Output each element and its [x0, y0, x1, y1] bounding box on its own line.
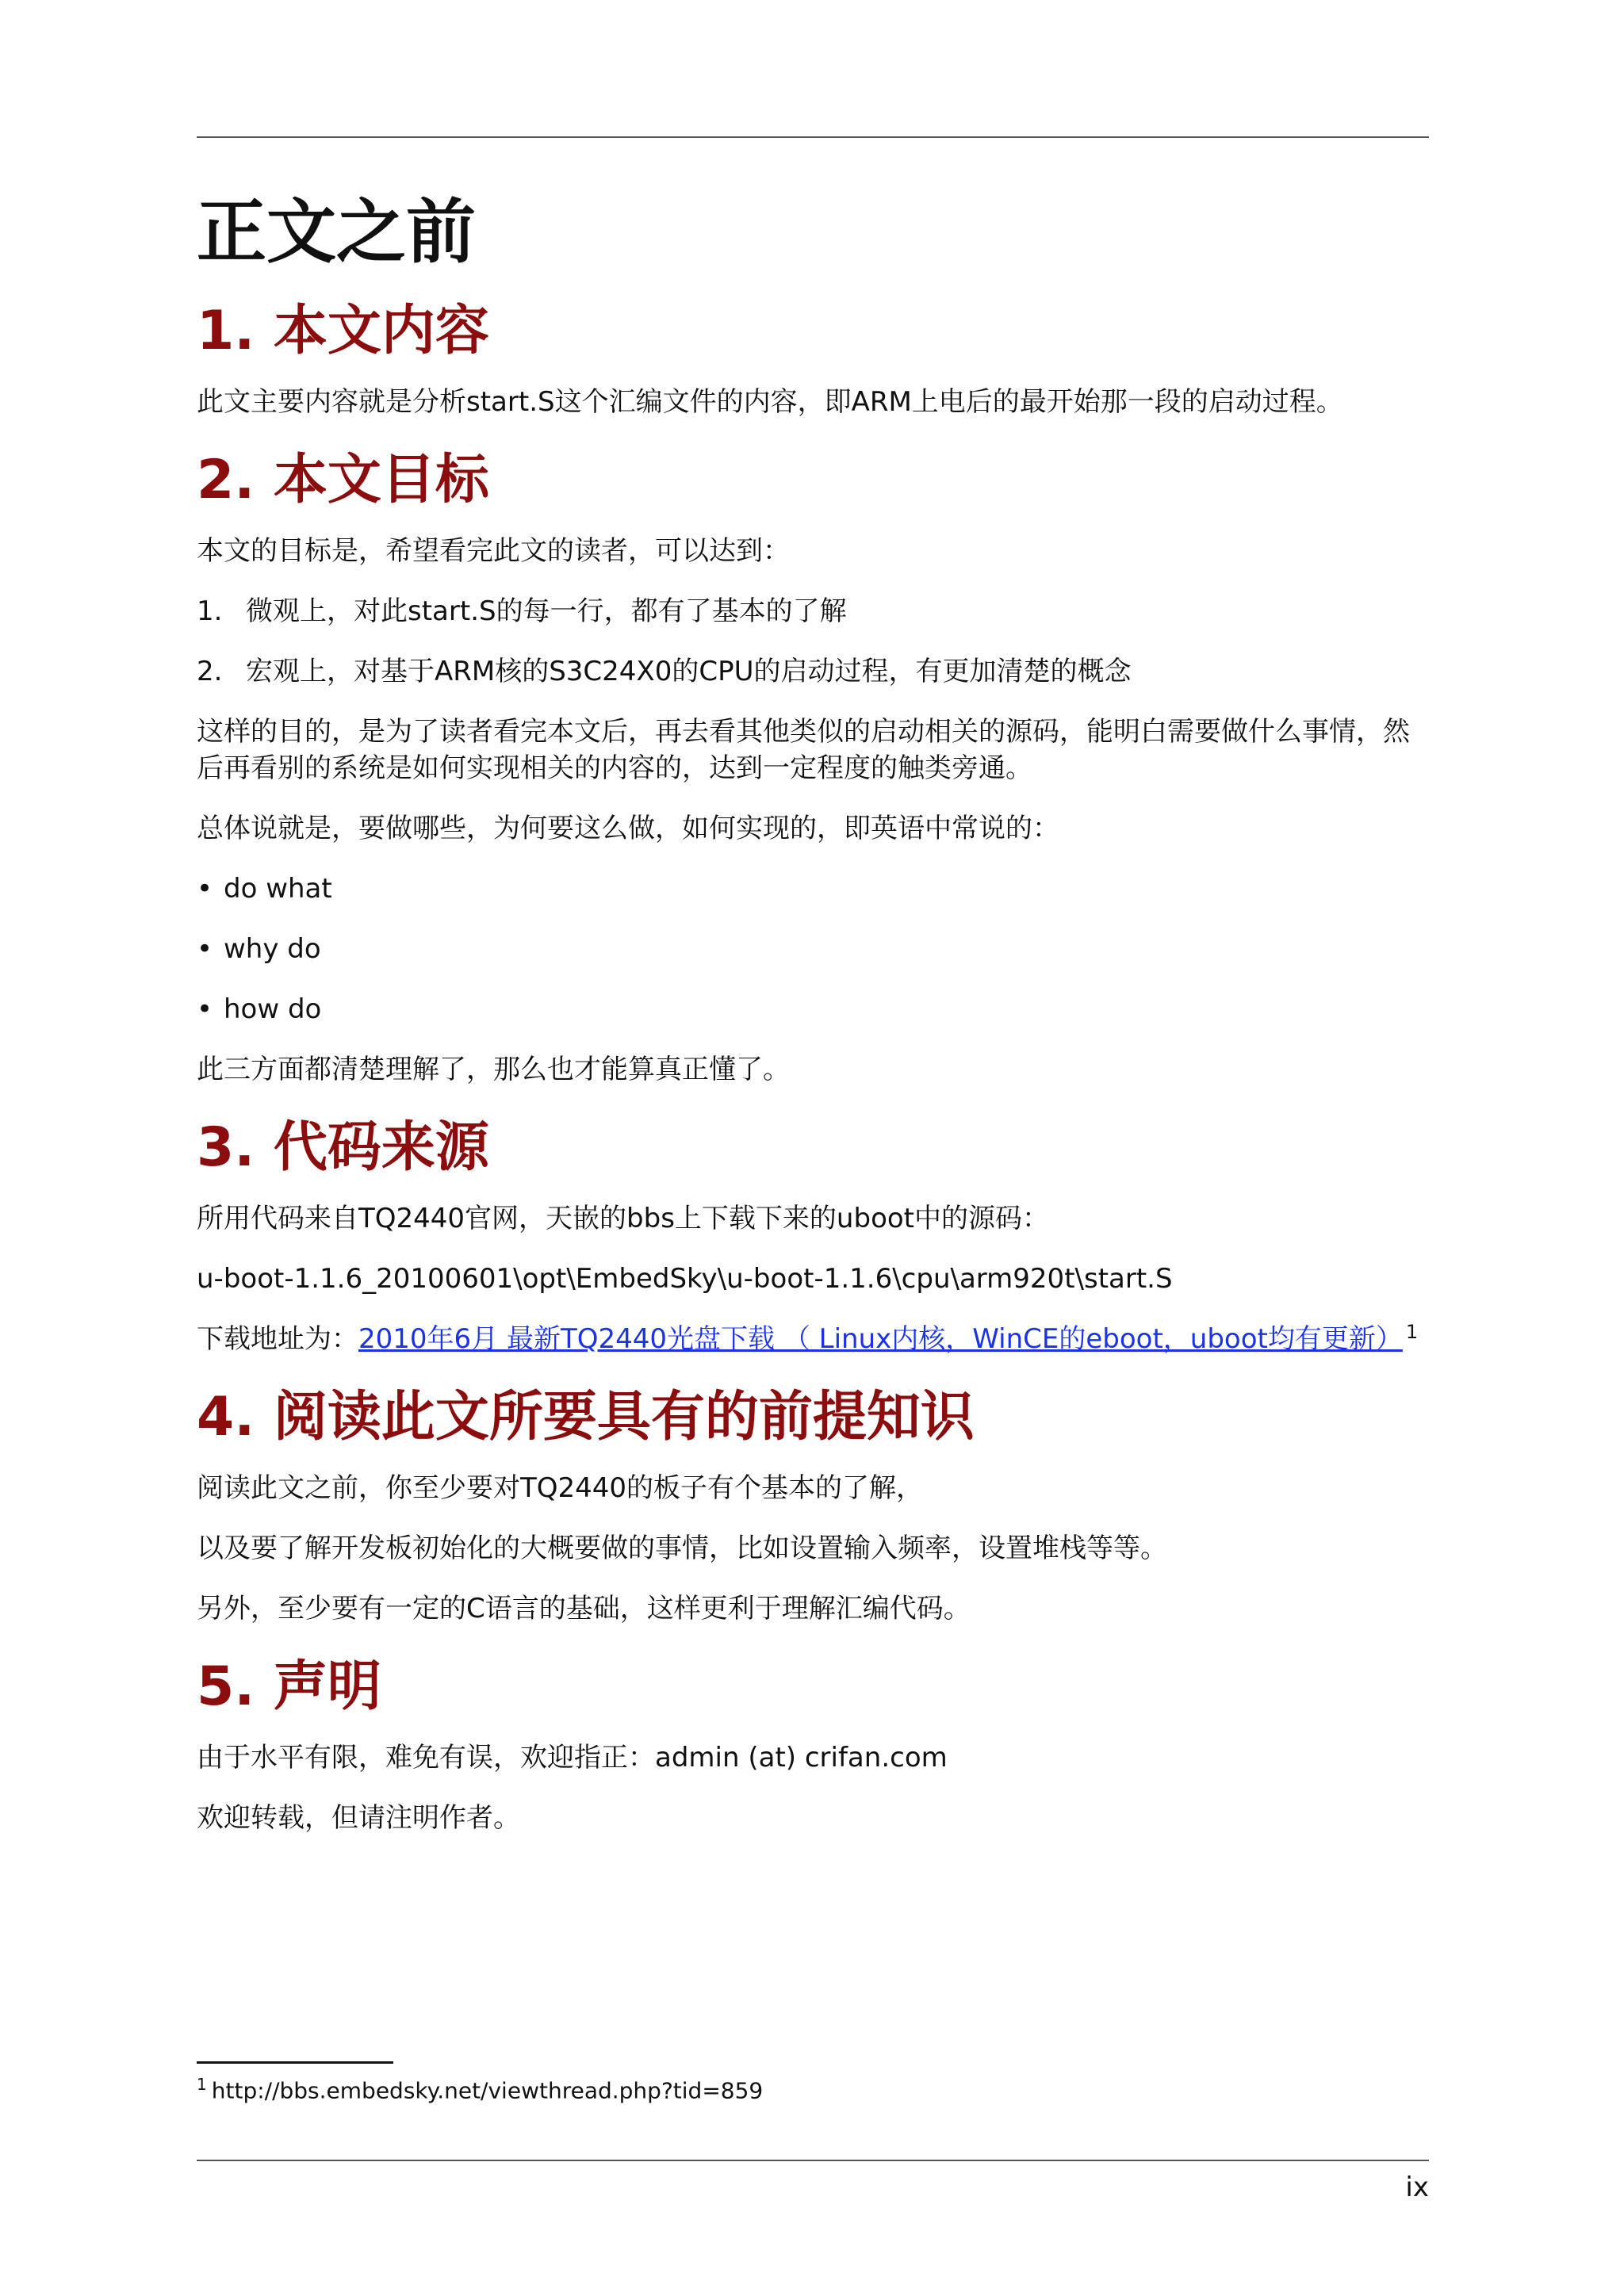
footnote-reference[interactable]: 1	[1405, 1320, 1419, 1343]
section-5-paragraph: 由于水平有限，难免有误，欢迎指正：admin (at) crifan.com	[197, 1742, 948, 1774]
list-item-text: how do	[224, 993, 322, 1025]
source-path: u-boot-1.1.6_20100601\opt\EmbedSky\u-boot-1.1.6\cpu\arm920t\start.S	[197, 1263, 1173, 1295]
list-item	[197, 931, 1429, 967]
section-2-intro: 本文的目标是，希望看完此文的读者，可以达到：	[197, 535, 790, 567]
chapter-title: 正文之前	[197, 191, 477, 273]
list-item	[197, 593, 1429, 629]
download-link[interactable]: 2010年6月 最新TQ2440光盘下载 （ Linux内核，WinCE的eboot，uboot均有更新）	[358, 1323, 1403, 1355]
section-4-paragraph: 阅读此文之前，你至少要对TQ2440的板子有个基本的了解，	[197, 1472, 924, 1504]
bullet-list	[197, 871, 1429, 1027]
bullet-icon: •	[197, 993, 213, 1025]
footnote-url: http://bbs.embedsky.net/viewthread.php?tid=859	[211, 2077, 764, 2104]
section-heading-1: 1. 本文内容	[197, 300, 489, 362]
section-heading-5: 5. 声明	[197, 1655, 381, 1718]
list-item-number: 1.	[197, 595, 223, 627]
page-content	[197, 189, 1429, 1860]
bullet-icon: •	[197, 873, 213, 905]
footnote-1	[197, 2068, 1429, 2107]
section-2-paragraph-1: 这样的目的，是为了读者看完本文后，再去看其他类似的启动相关的源码，能明白需要做什么事情，然后再看别的系统是如何实现相关的内容的，达到一定程度的触类旁通。	[197, 716, 1410, 784]
section-4-paragraph: 以及要了解开发板初始化的大概要做的事情，比如设置输入频率，设置堆栈等等。	[197, 1533, 1167, 1564]
list-item	[197, 653, 1429, 690]
section-4-paragraph: 另外，至少要有一定的C语言的基础，这样更利于理解汇编代码。	[197, 1593, 971, 1624]
list-item-text: why do	[224, 933, 321, 965]
list-item-text: 微观上，对此start.S的每一行，都有了基本的了解	[246, 595, 847, 627]
download-label: 下载地址为：	[197, 1323, 358, 1355]
footer-rule	[197, 2160, 1429, 2161]
section-1-paragraph: 此文主要内容就是分析start.S这个汇编文件的内容，即ARM上电后的最开始那一段的启动过程。	[197, 386, 1343, 418]
section-2-closing: 此三方面都清楚理解了，那么也才能算真正懂了。	[197, 1054, 790, 1085]
section-heading-2: 2. 本文目标	[197, 449, 489, 511]
goals-ordered-list	[197, 593, 1429, 690]
download-line	[197, 1321, 1429, 1357]
header-rule	[197, 136, 1429, 138]
footnote-rule	[197, 2061, 393, 2064]
list-item-text: do what	[224, 873, 332, 905]
list-item-text: 宏观上，对基于ARM核的S3C24X0的CPU的启动过程，有更加清楚的概念	[246, 656, 1132, 687]
list-item-number: 2.	[197, 656, 223, 687]
footnote-number: 1	[197, 2075, 207, 2094]
footnotes	[197, 2061, 1429, 2107]
section-heading-4: 4. 阅读此文所要具有的前提知识	[197, 1386, 975, 1448]
bullet-icon: •	[197, 933, 213, 965]
list-item	[197, 991, 1429, 1027]
section-2-paragraph-2: 总体说就是，要做哪些，为何要这么做，如何实现的，即英语中常说的：	[197, 813, 1059, 844]
list-item	[197, 871, 1429, 907]
section-5-paragraph: 欢迎转载，但请注明作者。	[197, 1802, 520, 1834]
section-heading-3: 3. 代码来源	[197, 1116, 489, 1179]
page-number: ix	[1405, 2172, 1429, 2203]
section-3-intro: 所用代码来自TQ2440官网，天嵌的bbs上下载下来的uboot中的源码：	[197, 1203, 1049, 1234]
